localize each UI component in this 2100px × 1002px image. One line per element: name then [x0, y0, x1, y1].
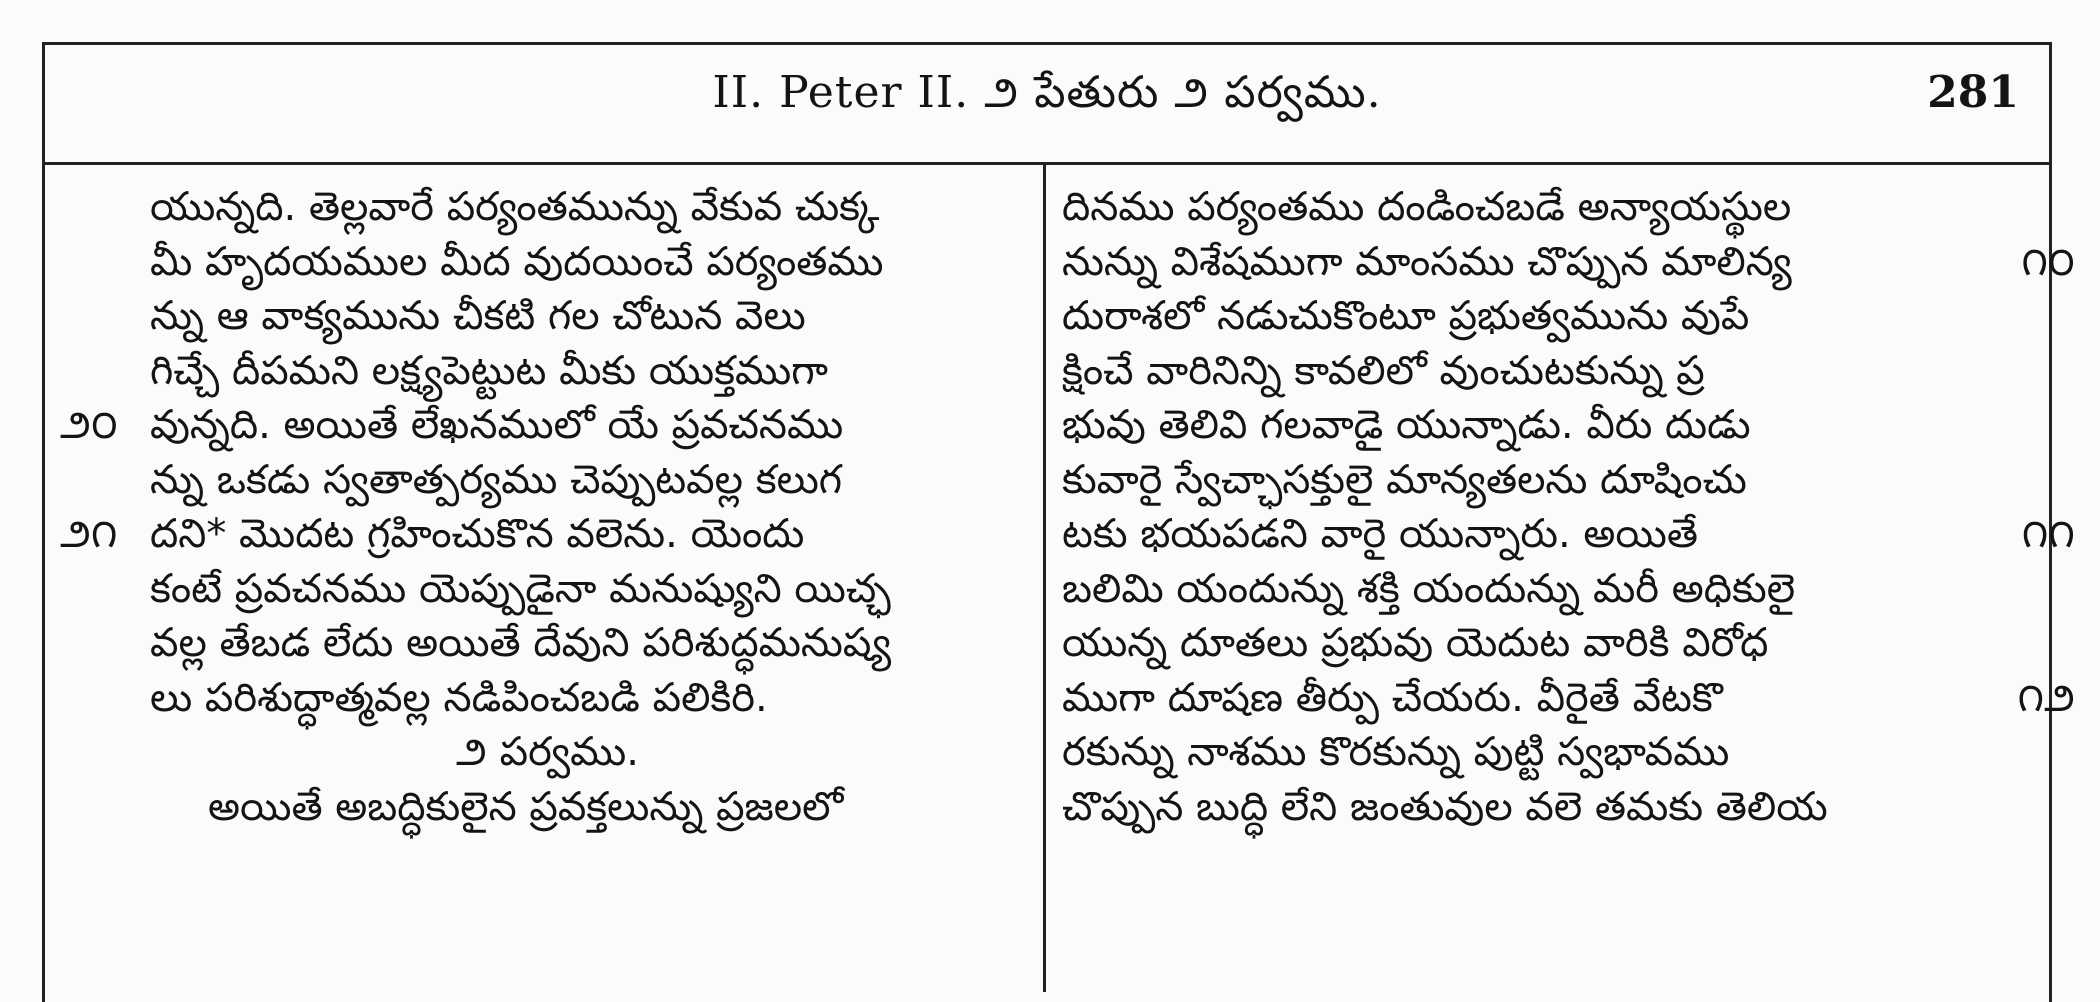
- column-divider: [1043, 165, 1046, 992]
- text-line: [60, 507, 1035, 562]
- text-line: [1062, 725, 2037, 780]
- text-line: [1062, 671, 2075, 726]
- line-text: దినము పర్యంతము దండించబడే అన్యాయస్థుల: [1062, 184, 1792, 230]
- chapter-heading-line: [60, 725, 1035, 780]
- header-title: II. Peter II. ౨ పేతురు ౨ పర్వము.: [712, 67, 1382, 118]
- verse-number: ౨౧: [60, 511, 118, 557]
- line-text: టకు భయపడని వారై యున్నారు. అయితే: [1062, 511, 1698, 557]
- verse-number: ౧౧: [2021, 511, 2075, 557]
- text-line: [1062, 180, 2037, 235]
- text-line: [1062, 453, 2037, 508]
- text-line: [60, 235, 1035, 290]
- text-line: [60, 180, 1035, 235]
- line-text: ముగా దూషణ తీర్పు చేయరు. వీరైతే వేటకొ: [1062, 674, 1723, 721]
- text-line: [1062, 562, 2037, 617]
- line-text: న్ను ఒకడు స్వతాత్పర్యము చెప్పుటవల్ల కలుగ: [150, 456, 843, 503]
- line-text: వల్ల తేబడ లేదు అయితే దేవుని పరిశుద్ధమనుష్య: [150, 620, 892, 666]
- text-line: [60, 398, 1035, 453]
- left-column: [60, 180, 1035, 834]
- text-line: [60, 562, 1035, 617]
- line-text: దని* మొదట గ్రహించుకొన వలెను. యెందు: [150, 511, 805, 557]
- line-text: లు పరిశుద్ధాత్మవల్ల నడిపించబడి పలికిరి.: [150, 674, 768, 721]
- line-text: గిచ్చే దీపమని లక్ష్యపెట్టుట మీకు యుక్తముగా: [150, 347, 829, 394]
- page-number: 281: [1927, 67, 2019, 118]
- text-line: [60, 289, 1035, 344]
- line-text: రకున్ను నాశము కొరకున్ను పుట్టి స్వభావము: [1062, 729, 1730, 775]
- text-line: [1062, 507, 2075, 562]
- line-text: బలిమి యందున్ను శక్తి యందున్ను మరీ అధికులై: [1062, 565, 1796, 612]
- text-line: [60, 616, 1035, 671]
- verse-number: ౨౦: [60, 402, 118, 448]
- text-line: [1062, 616, 2037, 671]
- chapter-heading: ౨ పర్వము.: [456, 729, 639, 775]
- verse-number: ౧౦: [2021, 238, 2075, 285]
- right-column: [1062, 180, 2075, 834]
- line-text: యున్న దూతలు ప్రభువు యెదుట వారికి విరోధ: [1062, 620, 1769, 666]
- line-text: కంటే ప్రవచనము యెప్పుడైనా మనుష్యుని యిచ్ఛ: [150, 565, 891, 612]
- text-line: [60, 780, 1035, 835]
- line-text: యున్నది. తెల్లవారే పర్యంతమున్ను వేకువ చుక్క: [150, 184, 880, 230]
- text-line: [1062, 344, 2037, 399]
- text-line: [1062, 235, 2075, 290]
- line-text: అయితే అబద్ధికులైన ప్రవక్తలున్ను ప్రజలలో: [208, 783, 844, 830]
- running-header: [45, 45, 2049, 165]
- line-text: వున్నది. అయితే లేఖనములో యే ప్రవచనము: [150, 402, 844, 448]
- line-text: క్షించే వారినిన్ని కావలిలో వుంచుటకున్ను ప్ర: [1062, 347, 1705, 394]
- text-line: [60, 453, 1035, 508]
- text-line: [60, 671, 1035, 726]
- line-text: కువారై స్వేచ్ఛాసక్తులై మాన్యతలను దూషించు: [1062, 456, 1747, 503]
- line-text: మీ హృదయముల మీద వుదయించే పర్యంతము: [150, 238, 884, 285]
- verse-number: ౧౨: [2017, 674, 2075, 721]
- line-text: భువు తెలివి గలవాడై యున్నాడు. వీరు దుడు: [1062, 402, 1751, 448]
- line-text: నున్ను విశేషముగా మాంసము చొప్పున మాలిన్య: [1062, 238, 1792, 285]
- text-line: [1062, 398, 2037, 453]
- text-line: [1062, 289, 2037, 344]
- text-line: [1062, 780, 2037, 835]
- text-line: [60, 344, 1035, 399]
- line-text: న్ను ఆ వాక్యమును చీకటి గల చోటున వెలు: [150, 293, 806, 339]
- line-text: దురాశలో నడుచుకొంటూ ప్రభుత్వమును వుపే: [1062, 293, 1750, 339]
- line-text: చొప్పున బుద్ధి లేని జంతువుల వలె తమకు తెలియ: [1062, 783, 1828, 830]
